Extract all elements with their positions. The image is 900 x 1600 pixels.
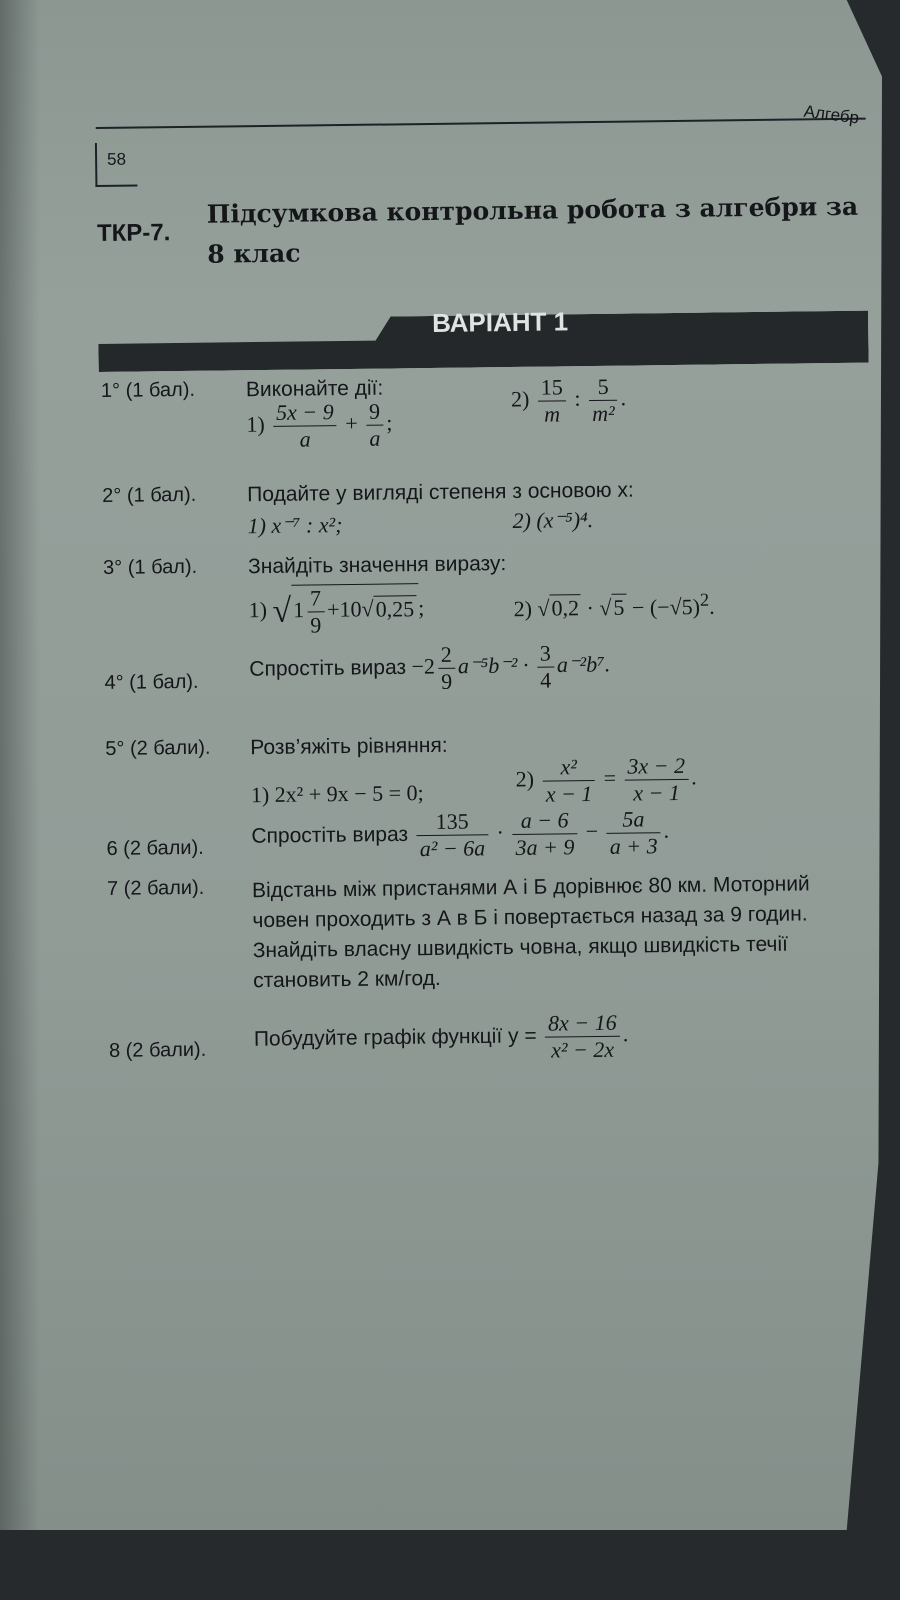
task-instruction: Виконайте дії: <box>245 376 384 402</box>
task-number: 5° (2 бали). <box>105 736 211 760</box>
task-number: 8 (2 бали). <box>108 1038 207 1062</box>
subtask-1: 1) √1 $\frac{7}{9}$ +10√0,25 ; <box>248 583 424 639</box>
task-instruction: Знайдіть значення виразу: <box>247 552 507 579</box>
subtask-2: 2) $√0,2 \cdot √5 - (-√5)^2$. <box>513 589 715 622</box>
fraction: $\frac{135}{\text{a² − 6a}}$ <box>416 808 488 862</box>
task-4 <box>104 640 884 694</box>
subtask-2: 2) (x⁻⁵)⁴. <box>512 507 594 533</box>
fraction: $\frac{9}{a}$ <box>366 399 384 452</box>
expression: Спростіть вираз −2 $\frac{2}{9}$ a⁻⁵b⁻² · $\frac{3}{4}$ a⁻²b⁷. <box>249 640 611 694</box>
task-number: 7 (2 бали). <box>106 876 205 900</box>
fraction: $\frac{8x - 16}{\text{x² − 2x}}$ <box>545 1010 620 1064</box>
expression: Спростіть вираз $\frac{135}{\text{a² − 6a}}$ · $\frac{a - 6}{3a + 9}$ − $\frac{5a}{a + 3}$ . <box>251 806 670 862</box>
fraction: $\frac{5x - 9}{a}$ <box>273 399 337 453</box>
task-number: 6 (2 бали). <box>106 836 204 860</box>
fraction: $\frac{7}{9}$ <box>307 585 325 638</box>
task-number: 3° (1 бал). <box>102 555 198 579</box>
fraction: $\frac{5a}{a + 3}$ <box>606 806 661 860</box>
task-5 <box>105 728 885 808</box>
fraction: $\frac{a - 6}{3a + 9}$ <box>512 807 578 861</box>
test-code: ТКР-7. <box>96 219 171 248</box>
task-instruction: Розв’яжіть рівняння: <box>250 733 448 760</box>
subtask-2: 2) $\frac{\text{x²}}{x - 1}$ = $\frac{3x - 2}{x - 1}$ . <box>515 752 697 807</box>
expression: Побудуйте графік функції y = $\frac{8x - 16}{\text{x² − 2x}}$ . <box>253 1009 629 1063</box>
header-rule <box>96 118 866 129</box>
fraction: $\frac{2}{9}$ <box>438 642 456 695</box>
variant-label: ВАРІАНТ 1 <box>431 306 569 338</box>
page-number: 58 <box>95 143 138 188</box>
fraction: $\frac{3}{4}$ <box>537 640 555 693</box>
task-1 <box>100 370 881 452</box>
subtask-1: 1) $\frac{5x - 9}{a}$ + $\frac{9}{a}$ ; <box>246 398 393 452</box>
task-number: 1° (1 бал). <box>100 378 196 403</box>
task-2 <box>102 475 882 539</box>
subtask-1: 1) 2x² + 9x − 5 = 0; <box>250 780 424 808</box>
task-number: 2° (1 бал). <box>102 483 197 507</box>
fraction: $\frac{\text{x²}}{x - 1}$ <box>542 754 595 808</box>
task-8 <box>108 1009 889 1063</box>
fraction: $\frac{3x - 2}{x - 1}$ <box>624 753 688 807</box>
task-6 <box>106 806 886 862</box>
subtask-2: 2) $\frac{15}{m}$ : $\frac{5}{\text{m²}}$ . <box>510 373 627 427</box>
task-instruction: Подайте у вигляді степеня з основою x: <box>247 478 634 507</box>
fraction: $\frac{5}{\text{m²}}$ <box>589 374 618 427</box>
task-3 <box>102 547 883 638</box>
word-problem: Відстань між пристанями А і Б дорівнює 80 км. Моторний човен проходить з А в Б і повертається назад за 9 годин. Знайдіть власну швидкість човна, якщо швидкість течії становить 2 км/год. <box>251 872 810 993</box>
page-title: Підсумкова контрольна робота з алгебри за 8 клас <box>206 191 859 269</box>
fraction: $\frac{15}{m}$ <box>538 374 567 427</box>
task-number: 4° (1 бал). <box>104 670 199 694</box>
running-head: Алгебр <box>802 101 861 128</box>
task-7 <box>106 868 887 993</box>
subtask-1: 1) x⁻⁷ : x²; <box>247 512 343 539</box>
